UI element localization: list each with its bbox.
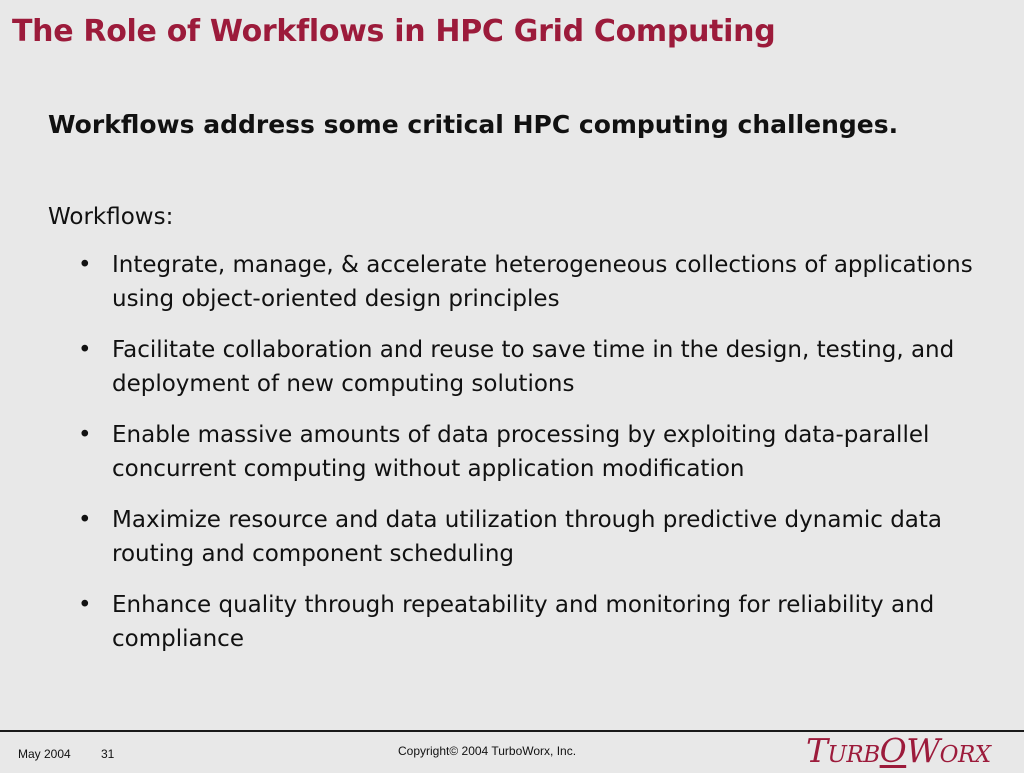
bullet-dot-icon: • [78, 507, 92, 533]
bullet-text: Enable massive amounts of data processing by exploiting data-parallel concurrent computing without application modification [112, 422, 930, 482]
bullet-list [78, 248, 998, 673]
slide-subtitle: Workflows address some critical HPC computing challenges. [48, 110, 899, 139]
footer-copyright: Copyright© 2004 TurboWorx, Inc. [398, 744, 577, 758]
bullet-item [78, 333, 998, 401]
bullet-dot-icon: • [78, 422, 92, 448]
page-number: 31 [101, 747, 115, 761]
bullet-text: Maximize resource and data utilization through predictive dynamic data routing and component scheduling [112, 507, 942, 567]
bullet-item [78, 503, 998, 571]
bullet-dot-icon: • [78, 252, 92, 278]
footer-divider [0, 730, 1024, 732]
workflows-intro: Workflows: [48, 204, 174, 230]
slide-title: The Role of Workflows in HPC Grid Computing [12, 14, 776, 49]
bullet-item [78, 248, 998, 316]
bullet-dot-icon: • [78, 337, 92, 363]
bullet-dot-icon: • [78, 592, 92, 618]
bullet-item [78, 418, 998, 486]
bullet-text: Enhance quality through repeatability and monitoring for reliability and compliance [112, 592, 935, 652]
footer-date: May 2004 [18, 747, 71, 761]
bullet-item [78, 588, 998, 656]
turboworx-logo: TURBOWORX [806, 731, 991, 770]
bullet-text: Integrate, manage, & accelerate heterogeneous collections of applications using object-oriented design principles [112, 252, 973, 312]
bullet-text: Facilitate collaboration and reuse to save time in the design, testing, and deployment of new computing solutions [112, 337, 955, 397]
